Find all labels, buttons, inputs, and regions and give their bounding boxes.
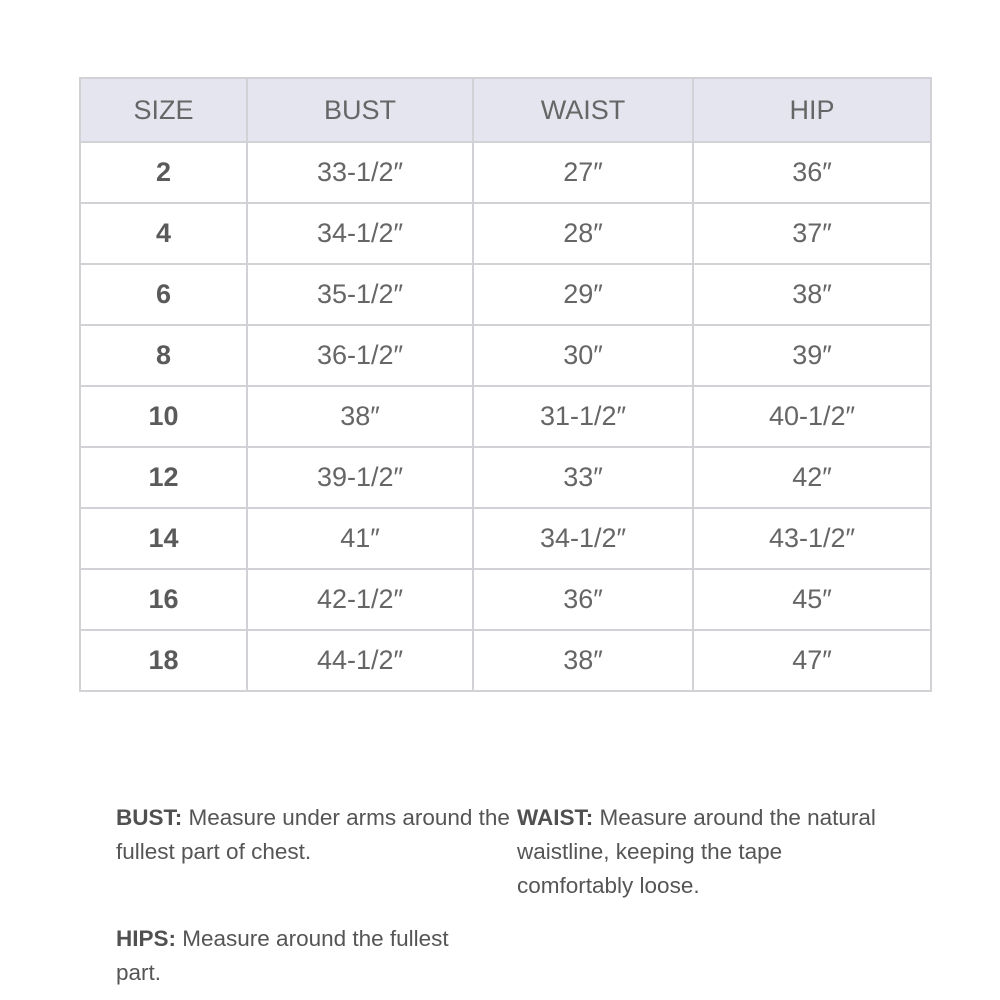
waist-cell: 31-1/2″ bbox=[473, 386, 693, 447]
size-cell: 12 bbox=[80, 447, 247, 508]
hip-cell: 43-1/2″ bbox=[693, 508, 931, 569]
hip-cell: 38″ bbox=[693, 264, 931, 325]
header-waist: WAIST bbox=[473, 78, 693, 142]
table-row bbox=[80, 325, 931, 386]
table-row bbox=[80, 264, 931, 325]
waist-note bbox=[517, 801, 897, 903]
waist-note-text: Measure around the natural waistline, keeping the tape comfortably loose. bbox=[517, 805, 876, 898]
waist-cell: 30″ bbox=[473, 325, 693, 386]
hip-cell: 37″ bbox=[693, 203, 931, 264]
waist-note-label: WAIST: bbox=[517, 805, 594, 830]
table-row bbox=[80, 508, 931, 569]
size-cell: 14 bbox=[80, 508, 247, 569]
hip-cell: 47″ bbox=[693, 630, 931, 691]
table-body bbox=[80, 142, 931, 691]
waist-cell: 27″ bbox=[473, 142, 693, 203]
waist-cell: 29″ bbox=[473, 264, 693, 325]
table-row bbox=[80, 569, 931, 630]
header-size: SIZE bbox=[80, 78, 247, 142]
table-row bbox=[80, 386, 931, 447]
bust-note-label: BUST: bbox=[116, 805, 183, 830]
hip-cell: 42″ bbox=[693, 447, 931, 508]
hip-cell: 45″ bbox=[693, 569, 931, 630]
size-cell: 8 bbox=[80, 325, 247, 386]
table-row bbox=[80, 203, 931, 264]
bust-cell: 39-1/2″ bbox=[247, 447, 473, 508]
size-cell: 10 bbox=[80, 386, 247, 447]
bust-cell: 42-1/2″ bbox=[247, 569, 473, 630]
size-cell: 6 bbox=[80, 264, 247, 325]
waist-cell: 33″ bbox=[473, 447, 693, 508]
hip-cell: 39″ bbox=[693, 325, 931, 386]
waist-cell: 38″ bbox=[473, 630, 693, 691]
hips-note bbox=[116, 922, 476, 990]
table-row bbox=[80, 630, 931, 691]
hip-cell: 40-1/2″ bbox=[693, 386, 931, 447]
waist-cell: 34-1/2″ bbox=[473, 508, 693, 569]
hip-cell: 36″ bbox=[693, 142, 931, 203]
size-cell: 18 bbox=[80, 630, 247, 691]
header-hip: HIP bbox=[693, 78, 931, 142]
bust-cell: 41″ bbox=[247, 508, 473, 569]
waist-cell: 36″ bbox=[473, 569, 693, 630]
size-cell: 4 bbox=[80, 203, 247, 264]
bust-cell: 36-1/2″ bbox=[247, 325, 473, 386]
header-bust: BUST bbox=[247, 78, 473, 142]
size-cell: 16 bbox=[80, 569, 247, 630]
bust-cell: 44-1/2″ bbox=[247, 630, 473, 691]
hips-note-text: Measure around the fullest part. bbox=[116, 926, 449, 985]
bust-cell: 38″ bbox=[247, 386, 473, 447]
bust-note bbox=[116, 801, 511, 869]
table-header-row bbox=[80, 78, 931, 142]
table-row bbox=[80, 142, 931, 203]
bust-cell: 34-1/2″ bbox=[247, 203, 473, 264]
size-chart-table bbox=[79, 77, 932, 692]
table-row bbox=[80, 447, 931, 508]
waist-cell: 28″ bbox=[473, 203, 693, 264]
bust-note-text: Measure under arms around the fullest part of chest. bbox=[116, 805, 510, 864]
bust-cell: 33-1/2″ bbox=[247, 142, 473, 203]
size-cell: 2 bbox=[80, 142, 247, 203]
hips-note-label: HIPS: bbox=[116, 926, 177, 951]
bust-cell: 35-1/2″ bbox=[247, 264, 473, 325]
